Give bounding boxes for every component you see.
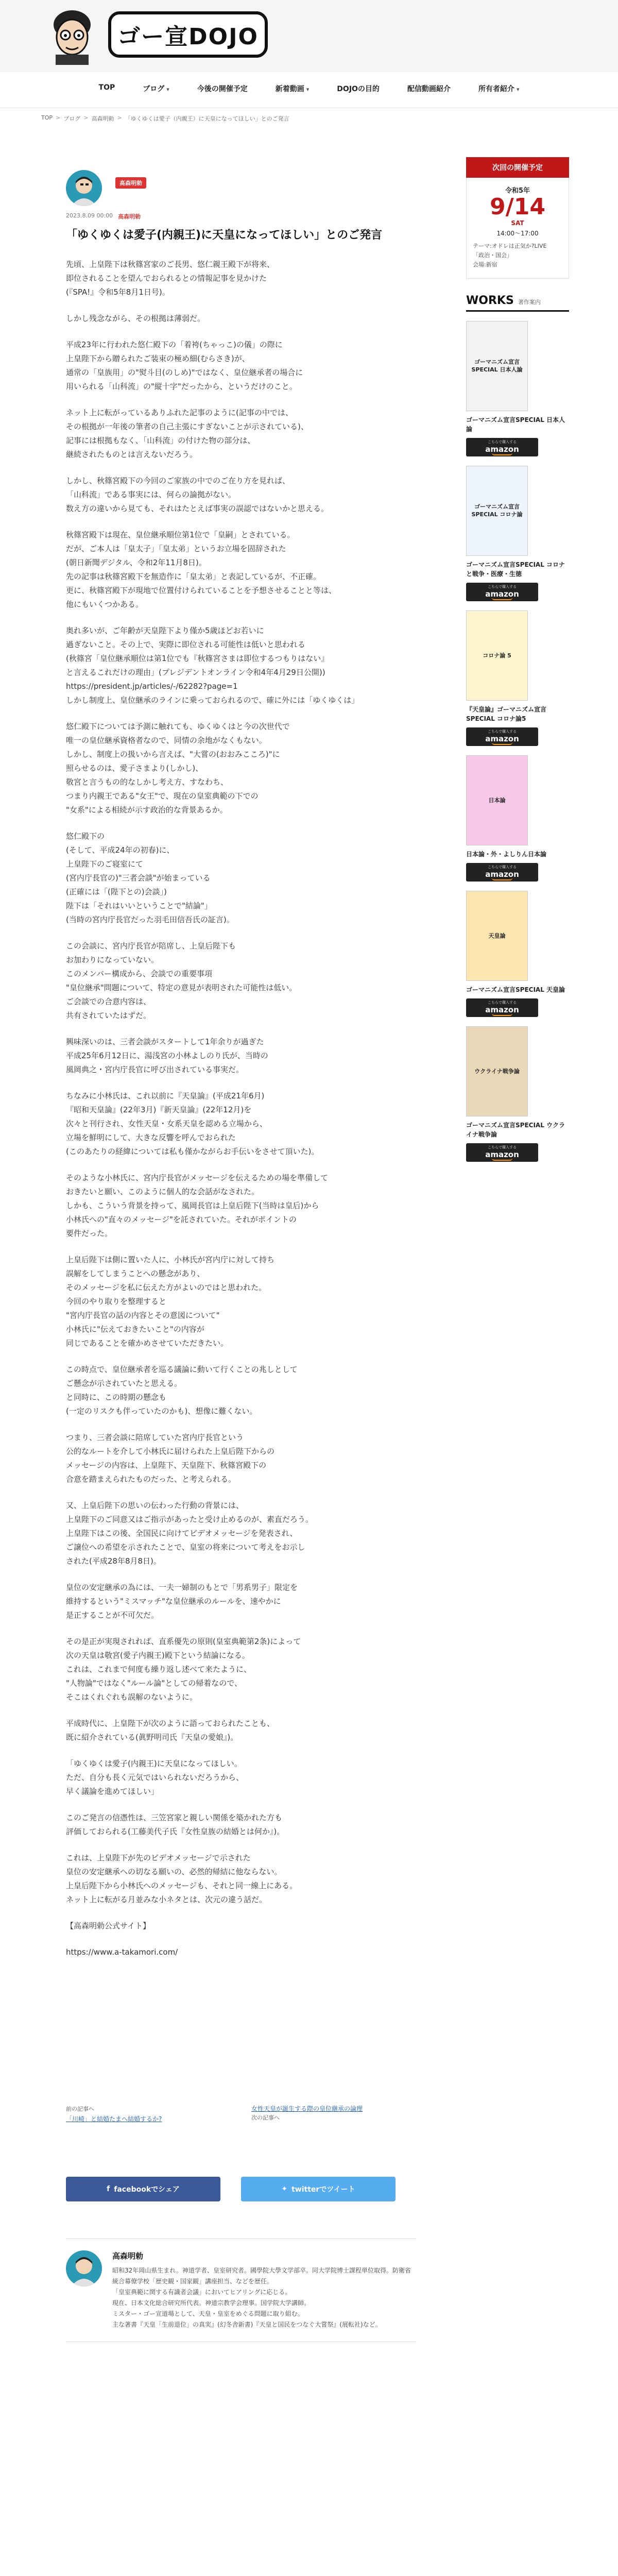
article-body <box>66 258 416 1972</box>
post-navigation <box>66 2105 416 2124</box>
work-item <box>466 755 569 882</box>
works-list <box>466 321 569 1162</box>
article-paragraph: 【高森明勅公式サイト】 <box>66 1921 150 1930</box>
article-paragraph: 平成時代に、上皇陛下が次のように語っておられたことも、 既に紹介されている(眞野明司氏『天皇の愛娘』)。 <box>66 1719 275 1742</box>
nav-item-owner[interactable]: 所有者紹介 ▾ <box>478 83 520 94</box>
article-paragraph: このご発言の信憑性は、三笠宮家と親しい関係を築かれた方も 評価しておられる(工藤美代子氏『女性皇族の結婚とは何か』)。 <box>66 1813 285 1836</box>
article-paragraph: そのような小林氏に、宮内庁長官がメッセージを伝えるための場を準備して おきたいと願い、このように個人的な会話がなされた。 しかも、こういう背景を持って、風岡長官は上皇后陛下(当時は皇后)から 小林氏への"直々のメッセージ"を託されていた。それがポイントの 要件だった。 <box>66 1173 329 1238</box>
amazon-buy-button[interactable] <box>466 863 538 882</box>
article-paragraph: しかし残念ながら、その根拠は薄弱だ。 <box>66 314 205 323</box>
article-paragraph: 奥れ多いが、ご年齢が天皇陛下より僅か5歳ほどお若いに 過ぎないこと。その上で、実際に即位される可能性は低いと思われる (秋篠宮「皇位継承順位は第1位でも『秋篠宮さまは即位するつもりはない』 と言えるこれだけの理由」(プレジデントオンライン令和4年4月29日公開)) https://president.jp/articles/-/62282?page=1 しかし制度上、皇位継承のラインに乗っておられるので、確に外には「ゆくゆくは」 <box>66 626 359 705</box>
amazon-caption: こちらで購入する <box>488 439 517 444</box>
book-cover[interactable]: 天皇論 <box>466 891 528 981</box>
logo-text: ゴー宣DOJO <box>117 24 259 50</box>
breadcrumb-blog[interactable]: ブログ <box>63 115 81 122</box>
nav-item-schedule[interactable]: 今後の開催予定 <box>197 85 248 93</box>
twitter-share-label: twitterでツイート <box>291 2185 355 2194</box>
amazon-buy-button[interactable] <box>466 438 538 456</box>
twitter-share-button[interactable] <box>241 2177 396 2201</box>
post-tag[interactable]: 高森明勅 <box>118 213 141 220</box>
author-avatar[interactable] <box>66 170 102 206</box>
article-paragraph: https://www.a-takamori.com/ <box>66 1947 178 1957</box>
author-bio: 昭和32年岡山県生まれ。神道学者、皇室研究者。國學院大學文学部卒。同大学院博士課程単位取得。防衛省統合幕僚学校「歴史観・国家観」講座担当、などを歴任。 「皇室典範に関する有識者会議」においてヒアリングに応じる。 現在、日本文化総合研究所代表。神道宗教学会理事。国学院大学講師。 ミスター・ゴー宣道場として、天皇・皇室をめぐる問題に取り組む。 主な著書『天皇「生前退位」の真実』(幻冬舎新書)『天皇と国民をつなぐ大嘗祭』(展転社)など。 <box>112 2267 411 2328</box>
sidebar <box>466 157 569 1162</box>
book-title[interactable]: ゴーマニズム宣言SPECIAL 日本人論 <box>466 416 565 433</box>
post-date: 2023.8.09 00:00 <box>66 212 113 219</box>
logo-mascot[interactable] <box>41 4 103 66</box>
facebook-share-button[interactable] <box>66 2177 220 2201</box>
share-buttons <box>66 2177 396 2201</box>
book-title[interactable]: ゴーマニズム宣言SPECIAL ウクライナ戦争論 <box>466 1122 565 1139</box>
schedule-year: 令和5年 <box>505 187 530 195</box>
book-cover[interactable]: 日本論 <box>466 755 528 845</box>
amazon-logo-text: amazon <box>485 869 519 879</box>
article-paragraph: ちなみに小林氏は、これ以前に『天皇論』(平成21年6月) 『昭和天皇論』(22年3月)『新天皇論』(22年12月)を 次々と刊行され、女性天皇・女系天皇を認める立場から、 立場を鮮明にして、大きな反響を呼んでおられた (このあたりの経緯については私も僅かながらお手伝いをさせて頂いた)。 <box>66 1091 319 1156</box>
amazon-smile-icon <box>492 878 512 880</box>
article-paragraph: つまり、三者会談に陪席していた宮内庁長官という 公的なルートを介して小林氏に届けられた上皇后陛下からの メッセージの内容は、上皇陛下、天皇陛下、秋篠宮殿下の 合意を踏まえられたものだった、と考えられる。 <box>66 1433 275 1484</box>
amazon-smile-icon <box>492 1158 512 1161</box>
schedule-date: 9/14 <box>490 194 545 220</box>
amazon-smile-icon <box>492 453 512 455</box>
article-paragraph: 悠仁殿下の (そして、平成24年の初春)に、 上皇陛下のご寝室にて (宮内庁長官の)"三者会談"が始まっている (正確には「(陛下との)会談」) 陛下は「それはいいということで"結論"」 (当時の宮内庁長官だった羽毛田信吾氏の証言)。 <box>66 832 234 924</box>
works-heading <box>466 294 569 312</box>
book-cover[interactable]: ゴーマニズム宣言SPECIAL 日本人論 <box>466 321 528 411</box>
amazon-caption: こちらで購入する <box>488 584 517 589</box>
article-paragraph: この会談に、宮内庁長官が陪席し、上皇后陛下も お加わりになっていない。 このメンバー構成から、会談での重要事項 "皇位継承"問題について、特定の意見が表明された可能性は低い。 ご会談での合意内容は、 共有されていたはずだ。 <box>66 941 297 1020</box>
breadcrumb-top[interactable]: TOP <box>41 114 53 121</box>
facebook-share-label: facebookでシェア <box>114 2185 180 2194</box>
amazon-logo-text: amazon <box>485 589 519 599</box>
work-item <box>466 321 569 456</box>
twitter-icon: ✦ <box>281 2185 288 2193</box>
amazon-buy-button[interactable] <box>466 583 538 601</box>
amazon-smile-icon <box>492 1013 512 1016</box>
amazon-caption: こちらで購入する <box>488 865 517 869</box>
global-nav <box>0 72 618 108</box>
work-item <box>466 611 569 746</box>
article-paragraph: 悠仁殿下については予測に触れても、ゆくゆくはと今の次世代で 唯一の皇位継承資格者なので、同情の余地がなくもない。 しかし、制度上の扱いから言えば、"大嘗の(おおみこころ)"に 照らせるのは、愛子さまより(しかし)、 敬宮と言うもの的なしかし考え方、すなわち、 つまり内親王である"女王"で、現在の皇室典範の下での "女系"による相続が示す政治的な背景あるか。 <box>66 722 290 815</box>
breadcrumb-author[interactable]: 高森明勅 <box>91 115 114 122</box>
nav-item-blog[interactable]: ブログ ▾ <box>143 83 169 94</box>
book-title[interactable]: ゴーマニズム宣言SPECIAL コロナと戦争・医療・生徳 <box>466 561 565 578</box>
next-post-link[interactable]: 女性天皇が誕生する際の皇位継承の論理 <box>251 2105 363 2112</box>
book-title[interactable]: 日本論・外・よしりん日本論 <box>466 851 547 858</box>
breadcrumb <box>41 114 289 123</box>
book-cover[interactable]: コロナ論 5 <box>466 611 528 701</box>
nav-item-purpose[interactable]: DOJOの目的 <box>337 85 380 93</box>
schedule-place: テーマ:オドレは正気か?LIVE 「政治・国会」 会場:新宿 <box>473 243 547 268</box>
book-cover[interactable]: ウクライナ戦争論 <box>466 1026 528 1116</box>
amazon-logo-text: amazon <box>485 1149 519 1159</box>
work-item <box>466 1026 569 1162</box>
amazon-smile-icon <box>492 598 512 600</box>
work-item <box>466 466 569 601</box>
nav-item-top[interactable]: TOP <box>98 83 115 92</box>
book-title[interactable]: ゴーマニズム宣言SPECIAL 天皇論 <box>466 986 565 994</box>
schedule-heading[interactable]: 次回の開催予定 <box>466 157 569 178</box>
post-meta <box>66 212 141 221</box>
nav-item-streams[interactable]: 配信動画紹介 <box>407 85 451 93</box>
amazon-logo-text: amazon <box>485 734 519 743</box>
works-title: WORKS <box>466 294 514 308</box>
schedule-card[interactable] <box>466 178 569 279</box>
schedule-time: 14:00〜17:00 <box>496 230 539 238</box>
amazon-logo-text: amazon <box>485 444 519 454</box>
amazon-caption: こちらで購入する <box>488 1145 517 1149</box>
schedule-weekday: SAT <box>511 219 524 227</box>
article-paragraph: 秋篠宮殿下は現在、皇位継承順位第1位で「皇嗣」とされている。 だが、ご本人は「皇太子」「皇太弟」というお立場を固辞された (朝日新聞デジタル、令和2年11月8日)。 先の記事は秋篠宮殿下を無造作に「皇太弟」と表記しているが、不正確。 更に、秋篠宮殿下が現地で位置付けられていることを予想させることと等は、 他にもいくつかある。 <box>66 530 337 609</box>
article-paragraph: 又、上皇后陛下の思いの伝わった行動の背景には、 上皇陛下のご同意又はご指示があったと受け止めるのが、素直だろう。 上皇陛下はこの後、全国民に向けてビデオメッセージを発表され、 ご譲位への希望を示されたことで、皇室の将来について考えをお示し された(平成28年8月8日)。 <box>66 1501 313 1566</box>
amazon-caption: こちらで購入する <box>488 1000 517 1005</box>
amazon-smile-icon <box>492 742 512 745</box>
site-logo[interactable] <box>108 11 268 58</box>
works-subtitle: 著作案内 <box>518 299 541 306</box>
amazon-caption: こちらで購入する <box>488 729 517 734</box>
article-paragraph: ネット上に転がっているありふれた記事のように(記事の中では、 その根拠が一年後の筆者の自己主張にすぎないことが示されている)、 記事には根拠もなく、「山科流」の付けた物の部分は、 継続されたものとは言えないだろう。 <box>66 408 308 459</box>
amazon-buy-button[interactable] <box>466 1143 538 1162</box>
nav-item-videos[interactable]: 新着動画 ▾ <box>276 83 310 94</box>
article-paragraph: これは、上皇陛下が先のビデオメッセージで示された 皇位の安定継承への切なる願いの、必然的帰結に他ならない。 上皇后陛下から小林氏へのメッセージも、それと同一線上にある。 ネット上に転がる月並みな小ネタとは、次元の違う話だ。 <box>66 1853 298 1904</box>
breadcrumb-separator: > <box>83 114 89 121</box>
category-badge[interactable]: 高森明勅 <box>115 177 146 189</box>
prev-label: 前の記事へ <box>66 2106 94 2112</box>
article-paragraph: その是正が実現されれば、直系優先の原則(皇室典範第2条)によって 次の天皇は敬宮(愛子内親王)殿下という結論になる。 これは、これまで何度も繰り返し述べて来たように、 "人物論"ではなく"ルール論"としての帰着なので、 そこはくれぐれも誤解のないように。 <box>66 1637 301 1702</box>
author-profile <box>66 2239 416 2342</box>
author-name: 高森明勅 <box>112 2251 144 2261</box>
next-label: 次の記事へ <box>251 2114 280 2121</box>
breadcrumb-separator: > <box>56 114 61 121</box>
article-paragraph: 先頃、上皇陛下は秋篠宮家のご長男、悠仁親王殿下が将来、 即位されることを望んでおられるとの情報記事を見かけた (『SPA!』令和5年8月1日号)。 <box>66 260 275 297</box>
article-paragraph: 平成23年に行われた悠仁殿下の「着袴(ちゃっこ)の儀」の際に 上皇陛下から贈られたご装束の極め細(むらさき)が、 通常の「皇族用」の"熨斗目(のしめ)"ではなく、皇位継承者の場合に 用いられる「山科流」の"縦十字"だったから、というだけのこと。 <box>66 340 303 391</box>
amazon-buy-button[interactable] <box>466 727 538 746</box>
article-paragraph: 上皇后陛下は側に置いた人に、小林氏が宮内庁に対して持ち 誤解をしてしまうことへの懸念があり、 そのメッセージを私に伝えた方がよいのではと思われた。 今回のやり取りを整理すると "宮内庁長官の話の内容とその意図について" 小林氏に"伝えておきたいこと"の内容が 同じであることを確かめさせていただきたい。 <box>66 1255 275 1348</box>
facebook-icon: f <box>107 2185 110 2193</box>
article-paragraph: 興味深いのは、三者会談がスタートして1年余りが過ぎた 平成25年6月12日に、湯浅宮の小林よしのり氏が、当時の 風岡典之・宮内庁長官に呼び出されている事実だ。 <box>66 1037 268 1074</box>
work-item <box>466 891 569 1017</box>
breadcrumb-separator: > <box>117 114 122 121</box>
article-paragraph: 「ゆくゆくは愛子(内親王)に天皇になってほしい。 ただ、自分も長く元気ではいられないだろうから、 早く議論を進めてほしい」 <box>66 1759 244 1796</box>
book-title[interactable]: 『天皇論』ゴーマニズム宣言SPECIAL コロナ論5 <box>466 706 547 723</box>
amazon-buy-button[interactable] <box>466 998 538 1017</box>
article-title: 「ゆくゆくは愛子(内親王)に天皇になってほしい」とのご発言 <box>66 229 383 242</box>
article-paragraph: 皇位の安定継承の為には、一夫一婦制のもとで「男系男子」限定を 維持するという"ミスマッチ"な皇位継承のルールを、速やかに 是正することが不可欠だ。 <box>66 1583 298 1620</box>
breadcrumb-current: 「ゆくゆくは愛子（内親王）に天皇になってほしい」とのご発言 <box>125 115 289 122</box>
article-paragraph: この時点で、皇位継承者を巡る議論に動いて行くことの兆しとして ご懸念が示されていたと思える。 と同時に、この時期の懸念も (一定のリスクも伴っていたのかも)、想像に難くない。 <box>66 1365 298 1416</box>
site-header <box>0 0 618 72</box>
author-profile-avatar[interactable] <box>66 2250 102 2286</box>
article-paragraph: しかし、秋篠宮殿下の今回のご家族の中でのご在り方を見れば、 「山科流」である事実には、何らの論拠がない。 数え方の違いから見ても、それはたとえば事実の誤認ではないかと思える。 <box>66 476 329 513</box>
amazon-logo-text: amazon <box>485 1005 519 1014</box>
prev-post-link[interactable]: 「川崎」と結婚たまへ結婚するか? <box>66 2115 162 2123</box>
book-cover[interactable]: ゴーマニズム宣言SPECIAL コロナ論 <box>466 466 528 556</box>
